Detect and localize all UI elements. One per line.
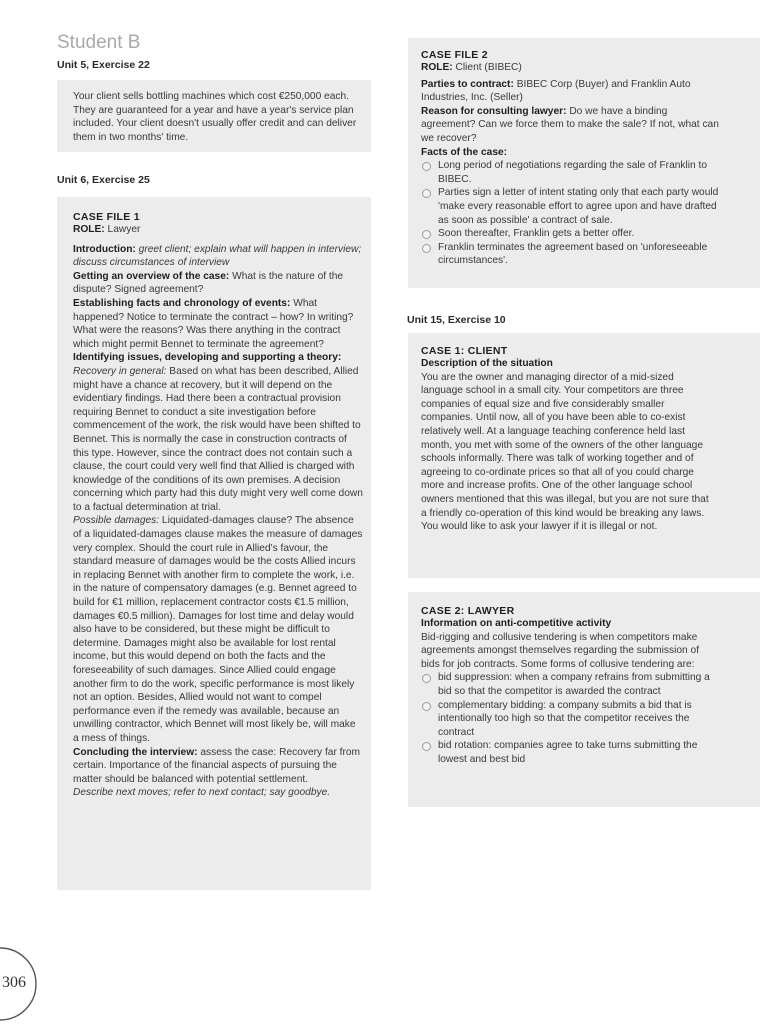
case-1-content (421, 345, 717, 534)
list-item: Parties sign a letter of intent stating only that each party would 'make every reasonable effort to agree upon and have drafted as soon as possible' a contract of sale. (421, 186, 721, 227)
list-item: complementary bidding: a company submits a bid that is intentionally too high so that the competitor receives the contract (421, 699, 717, 740)
case-2-text: Bid-rigging and collusive tendering is when competitors make agreements amongst themselves regarding the submission of bids for job contracts. Some forms of collusive tendering are: (421, 631, 700, 670)
role-value: Lawyer (107, 224, 141, 235)
role-label: ROLE: (73, 224, 105, 235)
facts-section: Establishing facts and chronology of events: What happened? Notice to terminate the contract – how? In writing? What were the reasons? Was there anything in the contract which might permit Bennet to terminate the agreement? (73, 297, 354, 350)
introduction-section: Introduction: greet client; explain what will happen in interview; discuss circumstances of interview (73, 243, 362, 269)
damages-section: Possible damages: Liquidated-damages clause? The absence of a liquidated-damages clause makes the measure of damages very complex. Should the court rule in Allied's favour, the standard measure of damages would be the costs Allied incurs in replacing Bennet with another firm to complete the work, i.e. in the nature of compensatory damages (e.g. Bennet agreed to build for €1 million, replacement contractor costs €1.5 million, damages €0.5 million). Damages for lost time and delay would also have to be considered, but these might be difficult to determine. Damages might also be available for lost rental income, but this would depend on both the facts and the foreseeability of such damages. Since Allied could engage another firm to do the work, specific performance is most likely not an option. Besides, Allied would not want to compel performance even if the remedy was available, because an unwilling contractor, which Bennet will most likely be, will make a mess of things. (73, 515, 363, 744)
unit5-text: Your client sells bottling machines which cost €250,000 each. They are guaranteed for a year and have a year's service plan included. Your client doesn't usually offer credit and can deliver them in two months' time. (73, 91, 357, 143)
bullet-icon (422, 674, 431, 683)
case-file-2-role-label: ROLE: (421, 62, 453, 73)
list-item: Franklin terminates the agreement based on 'unforeseeable circumstances'. (421, 241, 721, 268)
page-number: 306 (2, 974, 26, 991)
list-item: Long period of negotiations regarding the sale of Franklin to BIBEC. (421, 159, 721, 186)
case-1-title: CASE 1: CLIENT (421, 345, 508, 357)
list-item: Soon thereafter, Franklin gets a better offer. (421, 227, 721, 241)
reason-section: Reason for consulting lawyer: Do we have a binding agreement? Can we force them to make the sale? If not, what can we recover? (421, 105, 719, 144)
issues-section: Identifying issues, developing and supporting a theory: Recovery in general: Based on what has been described, Allied might have a chance at recovery, but it will depend on the evidentiary findings. Had there been a contractual provision requiring Bennet to conduct a site investigation before commencement of the work, the risk would have been shifted to Bennet. This is normally the case in construction contracts of this type. However, since the contract does not contain such a clause, the court could very well find that Allied is charged with knowledge of the conditions of its own premises. A decision concerning which party had this duty might very well come down to a factual determination at trial. (73, 352, 363, 513)
bullet-icon (422, 162, 431, 171)
case-1-text: You are the owner and managing director of a mid-sized language school in a small city. Your competitors are three companies of equal size and five considerably smaller companies. Until now, all of you have been able to co-exist relatively well. At a language teaching conference held last month, you met with some of the owners of the other language schools informally. There was talk of working together and of agreeing to co-ordinate prices so that all of you could charge more and increase profits. One of the other language school owners mentioned that this was illegal, but you are not sure that a friendly co-operation of this kind would be breaking any laws. You would like to ask your lawyer if it is illegal or not. (421, 371, 709, 533)
describe-next-moves: Describe next moves; refer to next contact; say goodbye. (73, 787, 331, 799)
case-2-title: CASE 2: LAWYER (421, 605, 515, 617)
case-2-content (421, 605, 717, 767)
bullet-icon (422, 230, 431, 239)
collusive-tendering-list (421, 671, 717, 766)
case-file-2-title: CASE FILE 2 (421, 49, 488, 61)
unit5-heading: Unit 5, Exercise 22 (57, 59, 150, 71)
list-item: bid rotation: companies agree to take turns submitting the lowest and best bid (421, 739, 717, 766)
unit15-heading: Unit 15, Exercise 10 (407, 314, 506, 326)
bullet-icon (422, 244, 431, 253)
unit6-heading: Unit 6, Exercise 25 (57, 174, 150, 186)
case-2-subheading: Information on anti-competitive activity (421, 618, 612, 629)
case-file-1-content (73, 211, 363, 800)
case-file-2-role-value: Client (BIBEC) (455, 62, 522, 73)
bullet-icon (422, 189, 431, 198)
facts-list (421, 159, 721, 268)
bullet-icon (422, 742, 431, 751)
parties-section: Parties to contract: BIBEC Corp (Buyer) and Franklin Auto Industries, Inc. (Seller) (421, 78, 691, 104)
case-file-2-content (421, 49, 721, 268)
bullet-icon (422, 702, 431, 711)
concluding-section: Concluding the interview: assess the case: Recovery far from certain. Importance of the financial aspects of pursuing the matter should be balanced with potential settlement. (73, 746, 361, 785)
overview-section: Getting an overview of the case: What is the nature of the dispute? Signed agreement? (73, 270, 344, 296)
list-item: bid suppression: when a company refrains from submitting a bid so that the competitor is awarded the contract (421, 671, 717, 698)
case-1-subheading: Description of the situation (421, 358, 553, 369)
facts-of-case-label: Facts of the case: (421, 146, 508, 158)
case-file-1-title: CASE FILE 1 (73, 211, 140, 223)
page-title: Student B (57, 32, 141, 53)
